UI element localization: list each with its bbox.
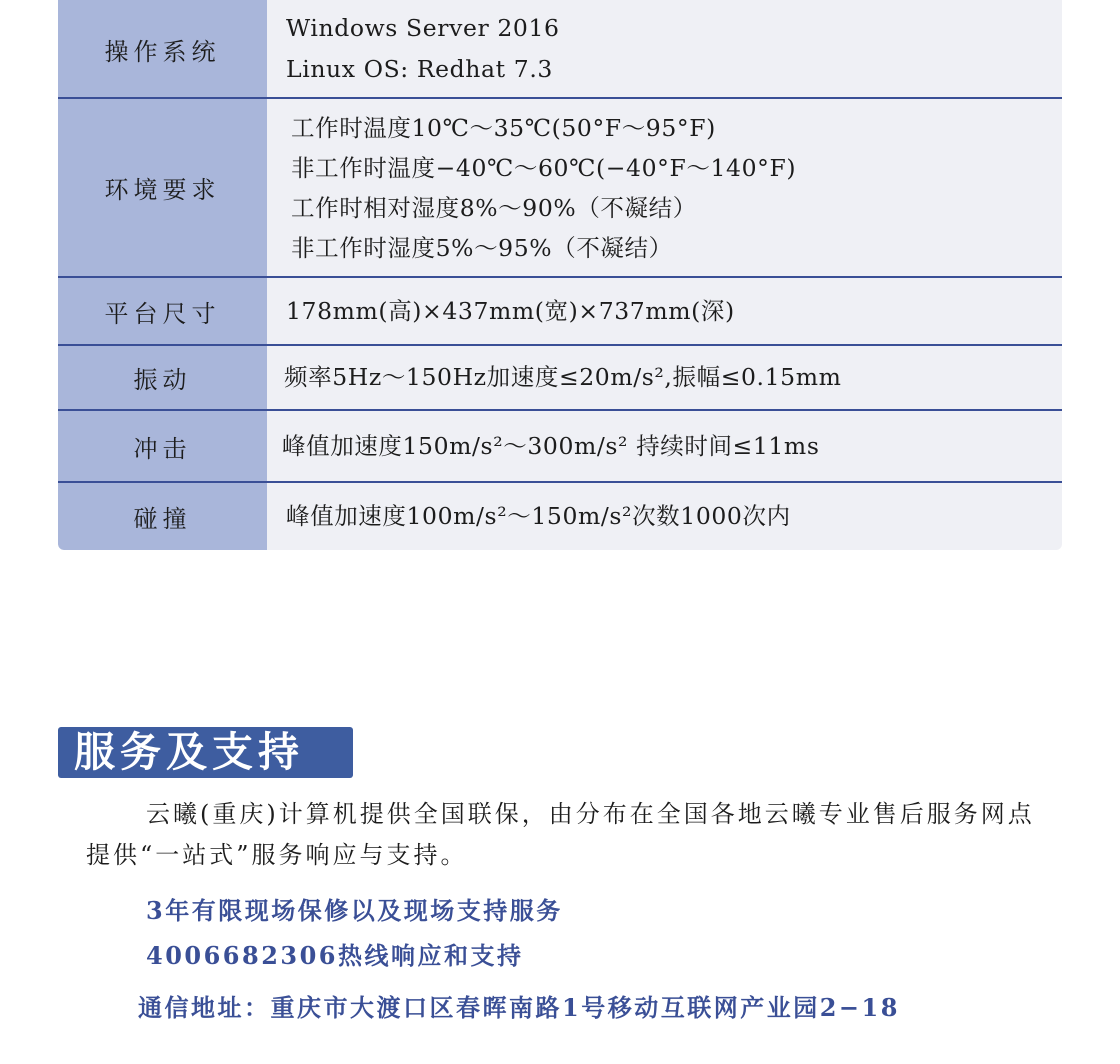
service-warranty: 3年有限现场保修以及现场支持服务: [146, 896, 563, 925]
service-address: 通信地址：重庆市大渡口区春晖南路1号移动互联网产业园2−18: [138, 993, 900, 1022]
service-intro: 云曦(重庆)计算机提供全国联保，由分布在全国各地云曦专业售后服务网点提供“一站式”服务响应与支持。: [86, 800, 1035, 869]
spec-row-shock: [58, 411, 1062, 481]
row-label-vibration: 振动: [133, 366, 192, 394]
spec-row-collision: [58, 483, 1062, 550]
row-label-shock: 冲击: [133, 434, 192, 463]
os-line: Linux OS: Redhat 7.3: [286, 55, 553, 83]
row-label-collision: 碰撞: [133, 505, 192, 533]
spec-table: [58, 0, 1062, 550]
section-title: 服务及支持: [58, 727, 353, 778]
spec-row-size: [58, 278, 1062, 344]
spec-row-env: [58, 99, 1062, 276]
os-line: Windows Server 2016: [286, 14, 560, 42]
row-label-size: 平台尺寸: [104, 299, 221, 328]
row-value-vibration: 频率5Hz～150Hz加速度≤20m/s²,振幅≤0.15mm: [284, 363, 842, 391]
env-line: 工作时温度10℃～35℃(50°F～95°F): [291, 113, 716, 142]
row-label-os: 操作系统: [104, 37, 221, 66]
row-value-size: 178mm(高)×437mm(宽)×737mm(深): [286, 296, 735, 325]
row-value-collision: 峰值加速度100m/s²～150m/s²次数1000次内: [286, 502, 791, 530]
spec-row-vibration: [58, 346, 1062, 409]
env-line: 非工作时温度−40℃～60℃(−40°F～140°F): [291, 153, 797, 182]
row-value-env: [291, 99, 796, 276]
row-value-os: [286, 0, 560, 98]
row-label-env: 环境要求: [104, 176, 221, 204]
service-hotline: 4006682306热线响应和支持: [146, 941, 524, 970]
env-line: 非工作时湿度5%～95%（不凝结）: [291, 233, 673, 262]
env-line: 工作时相对湿度8%～90%（不凝结）: [291, 193, 697, 222]
spec-row-os: [58, 0, 1062, 98]
row-value-shock: 峰值加速度150m/s²～300m/s² 持续时间≤11ms: [282, 431, 820, 460]
